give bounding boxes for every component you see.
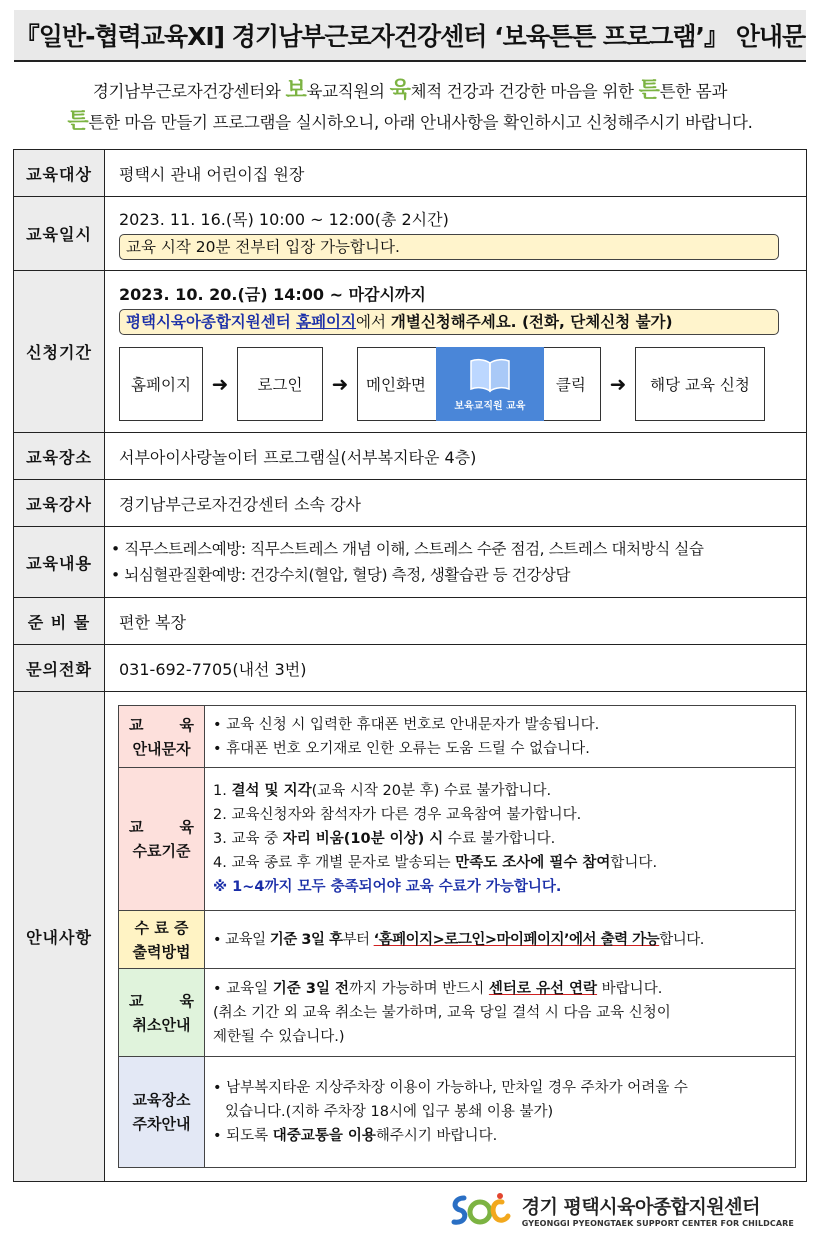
row-datetime	[14, 197, 807, 271]
intro-line-1: 경기남부근로자건강센터와 보육교직원의 육체적 건강과 건강한 마음을 위한 튼튼한 몸과	[92, 78, 728, 103]
row-target	[14, 150, 807, 197]
label-place: 교육장소	[14, 433, 105, 480]
step-apply-education: 해당 교육 신청	[635, 347, 765, 421]
notice-completion: 교 육 수료기준 1. 결석 및 지각(교육 시작 20분 후) 수료 불가합니다. 2. 교육신청자와 참석자가 다른 경우 교육참여 불가합니다. 3. 교육 중 자리 비움(10분 이상) 시 수료 불가합니다. 4. 교육 종료 후 개별 문자로 발송되는 만족도 조사에 필수 참여합니다. ※ 1~4까지 모두 충족되어야 교육 수료가 가능합니다.	[119, 768, 796, 911]
value-phone: 031-692-7705(내선 3번)	[105, 645, 807, 692]
center-logo-icon	[450, 1190, 514, 1230]
education-menu-tile: 보육교직원 교육	[436, 347, 544, 421]
step-main-screen: 메인화면 보육교직원 교육 클릭	[357, 347, 601, 421]
apply-flow	[119, 347, 792, 421]
row-instructor	[14, 480, 807, 527]
footer-org	[450, 1190, 794, 1230]
row-content	[14, 527, 807, 598]
document-title: 『일반-협력교육XI] 경기남부근로자건강센터 ‘보육튼튼 프로그램’』 안내문	[14, 10, 806, 62]
label-notice: 안내사항	[14, 692, 105, 1182]
arrow-right-icon: ➜	[609, 372, 627, 396]
notice-parking: 교육장소 주차안내 • 남부복지타운 지상주차장 이용이 가능하나, 만차일 경우 주차가 어려울 수 있습니다.(지하 주차장 18시에 입구 봉쇄 이용 불가) • 되도록 대중교통을 이용해주시기 바랍니다.	[119, 1057, 796, 1168]
label-datetime: 교육일시	[14, 197, 105, 271]
label-phone: 문의전화	[14, 645, 105, 692]
notice-cancel: 교 육 취소안내 • 교육일 기준 3일 전까지 가능하며 반드시 센터로 유선 연락 바랍니다. (취소 기간 외 교육 취소는 불가하며, 교육 당일 결석 시 다음 교육 신청이 제한될 수 있습니다.)	[119, 969, 796, 1057]
value-datetime: 2023. 11. 16.(목) 10:00 ~ 12:00(총 2시간)	[119, 210, 449, 229]
value-target: 평택시 관내 어린이집 원장	[105, 150, 807, 197]
row-apply	[14, 271, 807, 433]
intro-paragraph	[14, 76, 806, 138]
content-item: • 뇌심혈관질환예방: 건강수치(혈압, 혈당) 측정, 생활습관 등 건강상담	[111, 566, 571, 584]
apply-note: 평택시육아종합지원센터 홈페이지에서 개별신청해주세요. (전화, 단체신청 불가)	[119, 309, 779, 335]
arrow-right-icon: ➜	[211, 372, 229, 396]
label-content: 교육내용	[14, 527, 105, 598]
row-phone	[14, 645, 807, 692]
content-item: • 직무스트레스예방: 직무스트레스 개념 이해, 스트레스 수준 점검, 스트레스 대처방식 실습	[111, 540, 704, 558]
label-instructor: 교육강사	[14, 480, 105, 527]
row-place	[14, 433, 807, 480]
value-place: 서부아이사랑놀이터 프로그램실(서부복지타운 4층)	[105, 433, 807, 480]
value-apply: 2023. 10. 20.(금) 14:00 ~ 마감시까지	[119, 285, 426, 304]
notice-certificate: 수 료 증 출력방법 • 교육일 기준 3일 후부터 ‘홈페이지>로그인>마이페이지’에서 출력 가능합니다.	[119, 911, 796, 969]
row-prep	[14, 598, 807, 645]
arrow-right-icon: ➜	[331, 372, 349, 396]
intro-line-2: 튼튼한 마음 만들기 프로그램을 실시하오니, 아래 안내사항을 확인하시고 신청해주시기 바랍니다.	[67, 109, 753, 134]
footer-org-name: 경기 평택시육아종합지원센터	[521, 1196, 760, 1218]
datetime-note: 교육 시작 20분 전부터 입장 가능합니다.	[119, 234, 779, 260]
step-homepage: 홈페이지	[119, 347, 203, 421]
value-instructor: 경기남부근로자건강센터 소속 강사	[105, 480, 807, 527]
row-notice	[14, 692, 807, 1182]
footer-org-name-en: GYEONGGI PYEONGTAEK SUPPORT CENTER FOR CHILDCARE	[521, 1219, 794, 1228]
value-prep: 편한 복장	[105, 598, 807, 645]
label-target: 교육대상	[14, 150, 105, 197]
info-table	[13, 149, 807, 1182]
book-icon	[468, 357, 512, 393]
notice-sms: 교 육 안내문자 • 교육 신청 시 입력한 휴대폰 번호로 안내문자가 발송됩니다. • 휴대폰 번호 오기재로 인한 오류는 도움 드릴 수 없습니다.	[119, 706, 796, 768]
label-apply: 신청기간	[14, 271, 105, 433]
label-prep: 준 비 물	[14, 598, 105, 645]
notice-table	[118, 705, 796, 1168]
step-login: 로그인	[237, 347, 323, 421]
